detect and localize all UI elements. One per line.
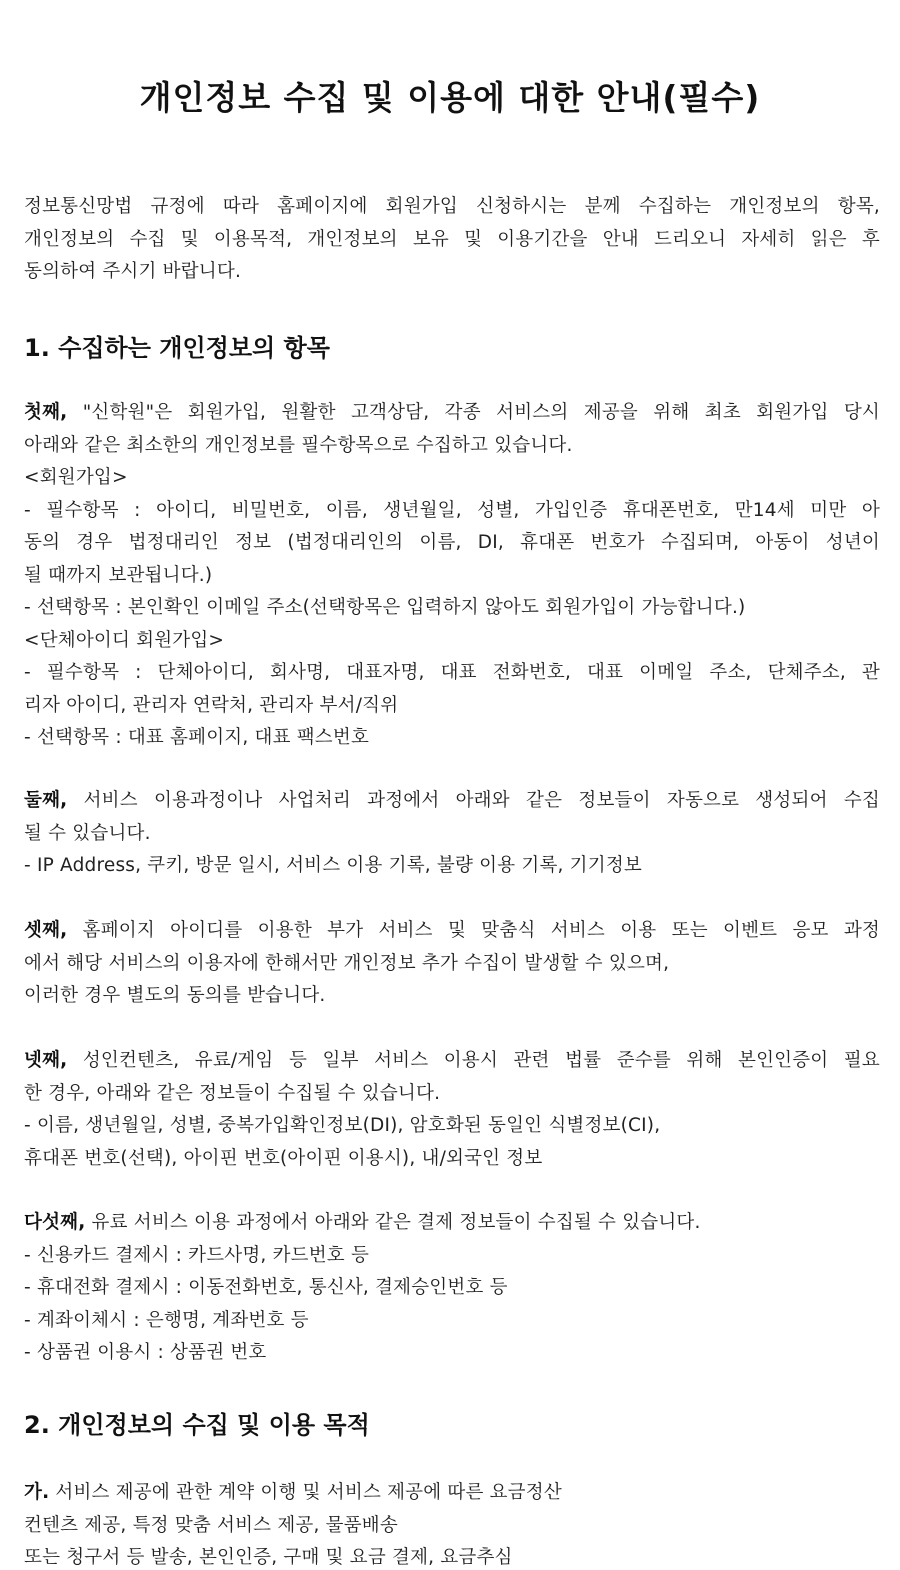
paragraph-text: 성인컨텐츠, 유료/게임 등 일부 서비스 이용시 관련 법률 준수를 위해 본인인증이 필요 (67, 1050, 880, 1071)
paragraph-line: - 계좌이체시 : 은행명, 계좌번호 등 (24, 1309, 309, 1331)
paragraph-line: 휴대폰 번호(선택), 아이핀 번호(아이핀 이용시), 내/외국인 정보 (24, 1147, 543, 1169)
paragraph-lead: 다섯째, (24, 1212, 86, 1233)
intro-line: 정보통신망법 규정에 따라 홈페이지에 회원가입 신청하시는 분께 수집하는 개인정보의 항목, (24, 196, 880, 217)
paragraph-lead-line (24, 1477, 880, 1510)
paragraph-third (24, 915, 880, 1013)
paragraph-line: - 이름, 생년월일, 성별, 중복가입확인정보(DI), 암호화된 동일인 식별정보(CI), (24, 1115, 661, 1136)
paragraph-line: - 상품권 이용시 : 상품권 번호 (24, 1342, 267, 1363)
paragraph-lead: 둘째, (24, 790, 68, 811)
paragraph-lead-line (24, 915, 880, 948)
paragraph-lead-line (24, 1045, 880, 1078)
paragraph-first (24, 397, 880, 755)
paragraph-text: 유료 서비스 이용 과정에서 아래와 같은 결제 정보들이 수집될 수 있습니다. (85, 1212, 701, 1233)
paragraph-fifth (24, 1207, 880, 1370)
paragraph-lead-line (24, 397, 880, 430)
paragraph-line: 한 경우, 아래와 같은 정보들이 수집될 수 있습니다. (24, 1082, 441, 1104)
paragraph-line: <단체아이디 회원가입> (24, 629, 225, 651)
paragraph-line: 아래와 같은 최소한의 개인정보를 필수항목으로 수집하고 있습니다. (24, 434, 573, 456)
paragraph-line: 이러한 경우 별도의 동의를 받습니다. (24, 985, 326, 1006)
paragraph-line: 컨텐츠 제공, 특정 맞춤 서비스 제공, 물품배송 (24, 1514, 398, 1536)
intro-line: 개인정보의 수집 및 이용목적, 개인정보의 보유 및 이용기간을 안내 드리오니 자세히 읽은 후 (24, 228, 880, 250)
paragraph-line: - 선택항목 : 본인확인 이메일 주소(선택항목은 입력하지 않아도 회원가입이 가능합니다.) (24, 597, 746, 618)
paragraph-lead: 가. (24, 1482, 50, 1503)
paragraph-line: - 신용카드 결제시 : 카드사명, 카드번호 등 (24, 1244, 370, 1266)
paragraph-line: 리자 아이디, 관리자 연락처, 관리자 부서/직위 (24, 694, 399, 716)
paragraph-fourth (24, 1045, 880, 1175)
paragraph-ga (24, 1477, 880, 1570)
section-2-heading: 2. 개인정보의 수집 및 이용 목적 (24, 1411, 370, 1439)
paragraph-text: 홈페이지 아이디를 이용한 부가 서비스 및 맞춤식 서비스 이용 또는 이벤트 응모 과정 (67, 920, 880, 941)
paragraph-lead: 넷째, (24, 1050, 68, 1071)
paragraph-text: 서비스 제공에 관한 계약 이행 및 서비스 제공에 따른 요금정산 (49, 1482, 562, 1503)
paragraph-lead-line (24, 1207, 880, 1240)
paragraph-line: - 휴대전화 결제시 : 이동전화번호, 통신사, 결제승인번호 등 (24, 1277, 508, 1298)
section-1-heading: 1. 수집하는 개인정보의 항목 (24, 334, 330, 362)
paragraph-line: - 필수항목 : 단체아이디, 회사명, 대표자명, 대표 전화번호, 대표 이메일 주소, 단체주소, 관 (24, 662, 880, 683)
paragraph-line: - 필수항목 : 아이디, 비밀번호, 이름, 생년월일, 성별, 가입인증 휴대폰번호, 만14세 미만 아 (24, 499, 880, 521)
paragraph-lead: 셋째, (24, 920, 68, 941)
paragraph-line: <회원가입> (24, 467, 128, 488)
intro-line: 동의하여 주시기 바랍니다. (24, 261, 242, 282)
paragraph-line: 될 수 있습니다. (24, 822, 151, 844)
intro-paragraph (24, 191, 880, 289)
document-title: 개인정보 수집 및 이용에 대한 안내(필수) (139, 78, 761, 117)
paragraph-second (24, 785, 880, 883)
paragraph-line: 에서 해당 서비스의 이용자에 한해서만 개인정보 추가 수집이 발생할 수 있으며, (24, 952, 670, 974)
paragraph-text: 서비스 이용과정이나 사업처리 과정에서 아래와 같은 정보들이 자동으로 생성되어 수집 (67, 790, 880, 811)
paragraph-lead-line (24, 785, 880, 818)
paragraph-text: "신학원"은 회원가입, 원활한 고객상담, 각종 서비스의 제공을 위해 최초 회원가입 당시 (67, 402, 880, 423)
paragraph-line: 동의 경우 법정대리인 정보 (법정대리인의 이름, DI, 휴대폰 번호가 수집되며, 아동이 성년이 (24, 532, 880, 553)
paragraph-line: - IP Address, 쿠키, 방문 일시, 서비스 이용 기록, 불량 이용 기록, 기기정보 (24, 855, 642, 876)
paragraph-line: - 선택항목 : 대표 홈페이지, 대표 팩스번호 (24, 727, 370, 748)
paragraph-line: 또는 청구서 등 발송, 본인인증, 구매 및 요금 결제, 요금추심 (24, 1547, 513, 1568)
paragraph-lead: 첫째, (24, 402, 68, 423)
paragraph-line: 될 때까지 보관됩니다.) (24, 564, 213, 586)
